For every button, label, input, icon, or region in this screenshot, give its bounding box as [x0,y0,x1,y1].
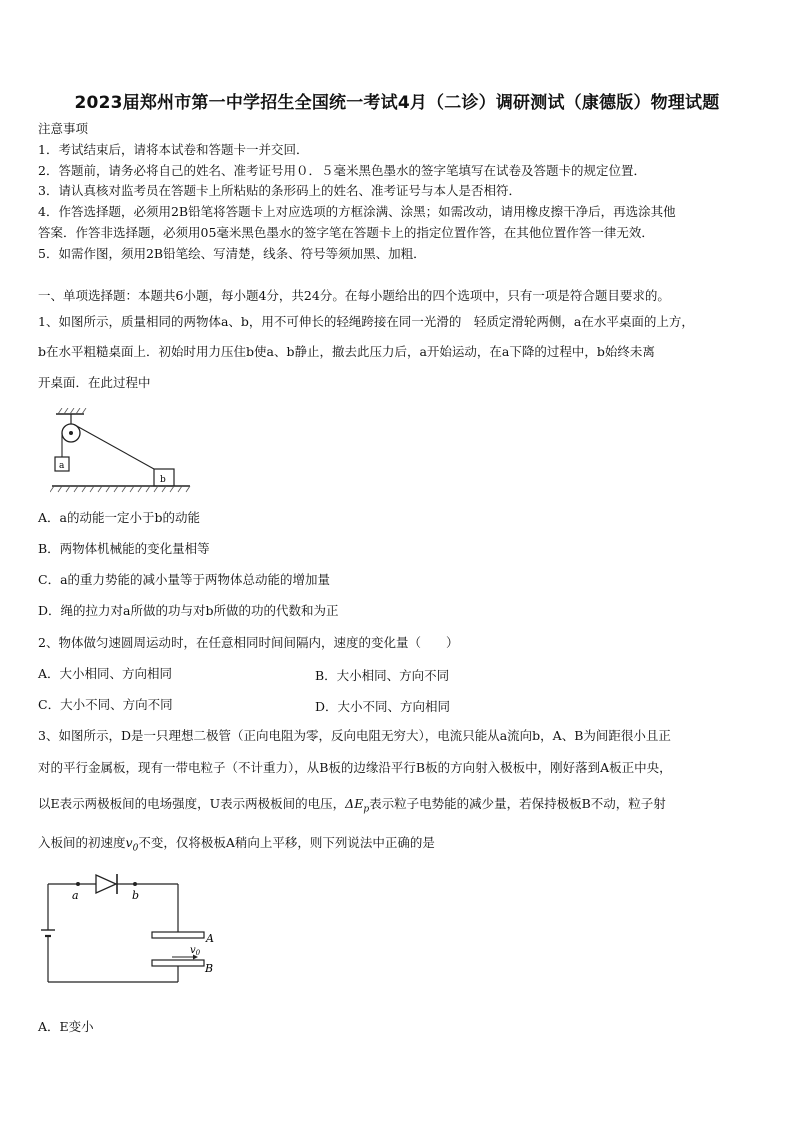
notice-item: 2．答题前，请务必将自己的姓名、准考证号用０．５毫米黑色墨水的签字笔填写在试卷及答题卡的规定位置． [38,163,646,178]
question-2-option: A．大小相同、方向相同 [38,666,173,681]
figure-circuit [38,868,224,998]
question-2-option: D．大小不同、方向相同 [315,699,451,714]
section-heading: 一、单项选择题：本题共6小题，每小题4分，共24分。在每小题给出的四个选项中，只有一项是符合题目要求的。 [38,288,670,303]
notice-item: 答案．作答非选择题，必须用05毫米黑色墨水的签字笔在答题卡上的指定位置作答，在其他位置作答一律无效． [38,225,654,240]
question-2-stem: 2、物体做匀速圆周运动时，在任意相同时间间隔内，速度的变化量（ ） [38,635,459,650]
label-a: a [59,461,65,471]
v0-symbol: $v_0$ [125,835,139,854]
page-title: 2023届郑州市第一中学招生全国统一考试4月（二诊）调研测试（康德版）物理试题 [74,93,720,113]
question-1-option: D．绳的拉力对a所做的功与对b所做的功的代数和为正 [38,603,339,618]
question-3-line-with-symbol [38,796,666,818]
label-B: B [205,962,214,975]
figure-pulley [50,408,192,494]
question-3-option: A．E变小 [38,1019,94,1034]
question-3-line-with-symbol [38,835,435,857]
question-1-line: 1、如图所示，质量相同的两物体a、b，用不可伸长的轻绳跨接在同一光滑的 轻质定滑轮两侧，a在水平桌面的上方， [38,314,694,329]
question-3-text: 以E表示两极板间的电场强度，U表示两极板间的电压， [38,796,346,811]
question-3-text: 表示粒子电势能的减少量，若保持极板B不动，粒子射 [369,796,666,811]
delta-ep-symbol: $\Delta E_p$ [345,796,370,815]
notice-item: 4．作答选择题，必须用2B铅笔将答题卡上对应选项的方框涂满、涂黑；如需改动，请用橡皮擦干净后，再选涂其他 [38,204,676,219]
question-3-text: 入板间的初速度 [38,835,126,850]
notice-item: 3．请认真核对监考员在答题卡上所粘贴的条形码上的姓名、准考证号与本人是否相符． [38,183,521,198]
label-A: A [206,932,214,945]
question-3-line: 3、如图所示，D是一只理想二极管（正向电阻为零，反向电阻无穷大），电流只能从a流向b，A、B为间距很小且正 [38,728,671,743]
question-3-line: 对的平行金属板，现有一带电粒子（不计重力），从B板的边缘沿平行B板的方向射入极板中，刚好落到A板正中央， [38,760,672,775]
question-2-option: B．大小相同、方向不同 [315,668,450,683]
question-2-option: C．大小不同、方向不同 [38,697,173,712]
question-1-line: b在水平粗糙桌面上．初始时用力压住b使a、b静止，撤去此压力后，a开始运动，在a下降的过程中，b始终未离 [38,344,655,359]
question-1-line: 开桌面．在此过程中 [38,375,151,390]
question-1-option: C．a的重力势能的减小量等于两物体总动能的增加量 [38,572,331,587]
label-v0: $v_0$ [190,945,201,957]
notice-item: 5．如需作图，须用2B铅笔绘、写清楚，线条、符号等须加黑、加粗． [38,246,426,261]
notice-item: 1．考试结束后，请将本试卷和答题卡一并交回． [38,142,309,157]
notice-heading: 注意事项 [38,121,89,136]
label-a: a [72,889,79,902]
question-1-option: B．两物体机械能的变化量相等 [38,541,210,556]
question-3-text: 不变，仅将极板A稍向上平移，则下列说法中正确的是 [138,835,435,850]
label-b: b [132,889,140,902]
question-1-option: A．a的动能一定小于b的动能 [38,510,200,525]
label-b: b [160,475,166,485]
